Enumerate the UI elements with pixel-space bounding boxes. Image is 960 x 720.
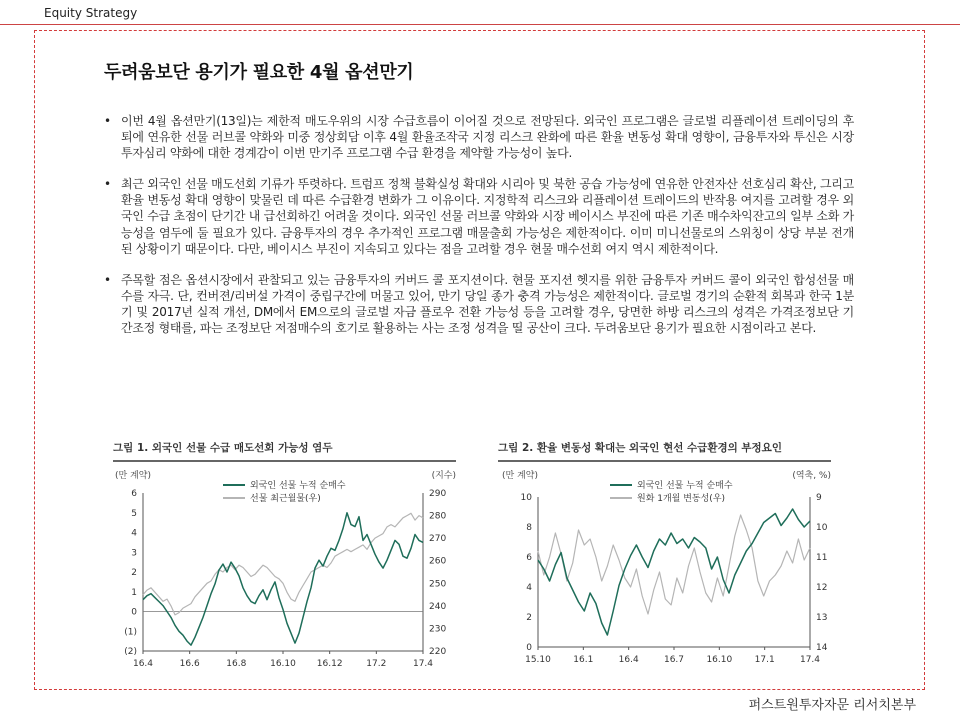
figure-1-right-tick-label: 290: [429, 489, 447, 499]
page-title: 두려움보단 용기가 필요한 4월 옵션만기: [104, 62, 414, 83]
figure-2-right-tick-label: 11: [816, 553, 828, 563]
figure-1-x-tick-label: 16.10: [270, 659, 296, 669]
figure-1-x-tick-label: 16.12: [316, 659, 343, 669]
figure-2-left-unit: (만 계약): [502, 471, 538, 481]
figure-2-x-tick-label: 17.1: [754, 655, 775, 665]
figure-2-series-1-line: [538, 509, 810, 635]
figure-1-right-tick-label: 270: [429, 534, 447, 545]
figure-2-right-tick-label: 9: [816, 493, 822, 503]
figure-2-chart: [498, 440, 831, 675]
figure-2-right-tick-label: 13: [816, 613, 828, 623]
figure-2-legend-label-1: 외국인 선물 누적 순매수: [637, 481, 733, 491]
figure-1-x-tick-label: 16.8: [226, 659, 247, 669]
figure-1-left-tick-label: 1: [131, 587, 137, 598]
figure-1-x-tick-label: 17.2: [366, 659, 387, 669]
figure-2-right-unit: (역축, %): [792, 471, 831, 481]
figure-2-series-2-line: [538, 515, 810, 614]
figure-1-legend-label-2: 선물 최근월물(우): [250, 494, 321, 504]
bullet-item-3: • 주목할 점은 옵션시장에서 관찰되고 있는 금융투자의 커버드 콜 포지션이다. 현물 포지션 헷지를 위한 금융투자 커버드 콜이 외국인 합성선물 매수를 자극. 단, 컨버젼/리버설 가격이 중립구간에 머물고 있어, 만기 당일 종가 충격 가능성은 제한적이다. 글로벌 경기의 순환적 회복과 한국 1분기 및 2017년 실적 개선, DM에서 EM으로의 글로벌 자금 플로우 전환 가능성 등을 고려할 경우, 당면한 하방 리스크의 성격은 가격조정보단 기간조정 형태를, 파는 조정보단 저점매수의 호기로 활용하는 사는 조정 성격을 띨 공산이 크다. 두려움보단 용기가 필요한 시점이라고 본다.: [104, 272, 854, 336]
figure-1-right-tick-label: 260: [429, 556, 447, 567]
figure-2-x-tick-label: 16.10: [706, 655, 733, 665]
figure-2-left-tick-label: 8: [526, 523, 532, 533]
figure-2-right-tick-label: 14: [816, 643, 828, 653]
figure-1-left-tick-label: (1): [124, 627, 137, 638]
figure-2-caption: 그림 2. 환율 변동성 확대는 외국인 현선 수급환경의 부정요인: [498, 440, 831, 462]
figure-2-right-tick-label: 10: [816, 523, 828, 533]
figure-2-x-tick-label: 16.1: [573, 655, 594, 665]
figure-2-left-tick-label: 6: [526, 553, 532, 563]
figure-2-x-tick-label: 17.4: [799, 655, 821, 665]
figure-1-right-tick-label: 280: [429, 511, 447, 522]
figure-1-right-tick-label: 230: [429, 624, 447, 635]
figure-1-right-unit: (지수): [431, 471, 456, 481]
figure-1-series-1-line: [143, 513, 423, 645]
figure-1-legend-label-1: 외국인 선물 누적 순매수: [250, 481, 346, 491]
figure-1-left-tick-label: 4: [131, 528, 137, 539]
figure-1-left-unit: (만 계약): [115, 471, 151, 481]
figure-1-x-tick-label: 16.6: [179, 659, 200, 669]
figure-2-right-tick-label: 12: [816, 583, 828, 593]
figure-1-left-tick-label: 5: [131, 508, 137, 519]
figure-1-left-tick-label: 3: [131, 548, 137, 559]
figure-1-x-tick-label: 17.4: [412, 659, 434, 669]
figure-1-x-tick-label: 16.4: [132, 659, 154, 669]
figure-2-left-tick-label: 4: [526, 583, 532, 593]
bullet-item-2: • 최근 외국인 선물 매도선회 기류가 뚜렷하다. 트럼프 정책 불확실성 확대와 시리아 및 북한 공습 가능성에 연유한 안전자산 선호심리 확산, 그리고 환율 변동성 확대 영향이 맞물린 데 따른 수급환경 변화가 그 이유이다. 지정학적 리스크와 리플레이션 트레이드의 반작용 여지를 고려할 경우 외국인 수급 초점이 단기간 내 급선회하긴 어려울 것이다. 외국인 선물 러브콜 약화와 시장 베이시스 부진에 따른 기존 매수차익잔고의 일부 소화 가능성을 염두에 둘 필요가 있다. 금융투자의 경우 추가적인 프로그램 매물출회 가능성은 제한적이다. 이미 미니선물로의 스위칭이 상당 부분 전개된 상황이기 때문이다. 다만, 베이시스 부진이 지속되고 있다는 점을 고려할 경우 현물 매수선회 여지 역시 제한적이다.: [104, 176, 854, 256]
figure-2-left-tick-label: 0: [526, 643, 532, 653]
figure-1-right-tick-label: 250: [429, 579, 447, 590]
bullet-item-1: • 이번 4월 옵션만기(13일)는 제한적 매도우위의 시장 수급흐름이 이어질 것으로 전망된다. 외국인 프로그램은 글로벌 리플레이션 트레이딩의 후퇴에 연유한 선물 러브콜 약화와 미중 정상회담 이후 4월 환율조작국 지정 리스크 완화에 따른 환율 변동성 확대 영향이, 금융투자와 투신은 시장 투자심리 약화에 대한 경계감이 이번 만기주 프로그램 수급 환경을 제약할 가능성이 높다.: [104, 113, 854, 161]
figure-1-left-tick-label: (2): [124, 647, 137, 657]
figure-1-caption: 그림 1. 외국인 선물 수급 매도선회 가능성 염두: [113, 440, 456, 462]
figure-2-left-tick-label: 2: [526, 613, 532, 623]
figure-2-x-tick-label: 15.10: [525, 655, 551, 665]
footer-company: 퍼스트원투자자문 리서치본부: [748, 698, 916, 713]
figure-1-chart: [113, 440, 456, 675]
figure-1-left-tick-label: 6: [131, 489, 137, 499]
figure-1-right-tick-label: 240: [429, 601, 447, 612]
figure-2-x-tick-label: 16.4: [618, 655, 639, 665]
figure-1-right-tick-label: 220: [429, 647, 447, 657]
figure-2-legend-label-2: 원화 1개월 변동성(우): [637, 494, 726, 504]
figure-2: [498, 440, 831, 665]
header-section-label: Equity Strategy: [44, 6, 138, 20]
figure-1: [113, 440, 456, 669]
figure-1-left-tick-label: 2: [131, 568, 137, 578]
figure-2-left-tick-label: 10: [520, 493, 532, 503]
figure-1-left-tick-label: 0: [131, 607, 137, 618]
figure-2-x-tick-label: 16.7: [663, 655, 685, 665]
bullet-list: [104, 113, 854, 351]
header-divider: [0, 24, 960, 25]
